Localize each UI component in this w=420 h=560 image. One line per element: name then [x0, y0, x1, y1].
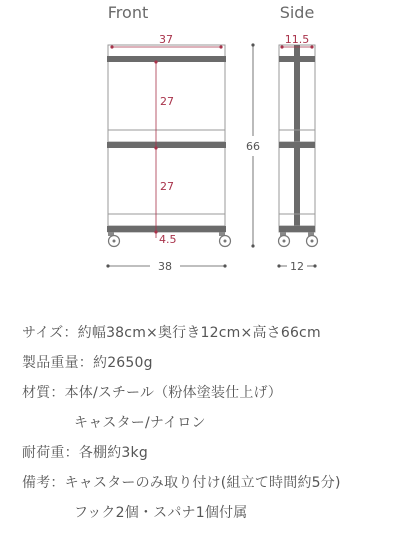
spec-material-casters: キャスター/ナイロン — [74, 415, 206, 431]
front-top-shelf — [107, 56, 226, 62]
overall-width-label: 38 — [158, 260, 172, 273]
side-bottom-shelf — [279, 226, 315, 232]
front-bottom-shelf-lip — [108, 214, 225, 226]
lower-shelf-spacing-label: 27 — [160, 180, 174, 193]
side-view-title: Side — [279, 3, 315, 22]
spec-list — [22, 318, 412, 528]
spec-notes: 備考：キャスターのみ取り付け(組立て時間約5分) — [22, 475, 341, 491]
front-view-title: Front — [107, 3, 149, 22]
front-bottom-shelf — [107, 226, 226, 232]
front-frame — [108, 45, 225, 232]
total-height-label: 66 — [246, 140, 260, 153]
shelf-spacing-dimension — [154, 60, 157, 238]
side-top-shelf — [279, 56, 315, 62]
side-caster-left — [279, 232, 290, 247]
front-middle-shelf-lip — [108, 130, 225, 142]
front-caster-left — [108, 232, 120, 247]
spec-notes-accessories: フック2個・スパナ1個付属 — [74, 505, 248, 521]
spec-material: 材質：本体/スチール（粉体塗装仕上げ） — [22, 385, 282, 401]
spec-weight: 製品重量：約2650g — [22, 355, 153, 371]
spec-load-capacity: 耐荷重：各棚約3kg — [22, 445, 148, 461]
front-caster-right — [219, 232, 231, 247]
side-view — [277, 33, 317, 273]
upper-shelf-spacing-label: 27 — [160, 95, 174, 108]
front-width-label: 37 — [159, 33, 173, 46]
bottom-clearance-label: 4.5 — [159, 233, 177, 246]
side-middle-shelf — [279, 142, 315, 148]
front-middle-shelf — [107, 142, 226, 148]
side-handle-bar — [294, 45, 300, 232]
side-caster-right — [307, 232, 318, 247]
front-view — [106, 33, 230, 273]
spec-size: サイズ：約幅38cm×奥行き12cm×高さ66cm — [22, 325, 321, 341]
overall-depth-label: 12 — [290, 260, 304, 273]
side-width-label: 11.5 — [284, 33, 310, 46]
